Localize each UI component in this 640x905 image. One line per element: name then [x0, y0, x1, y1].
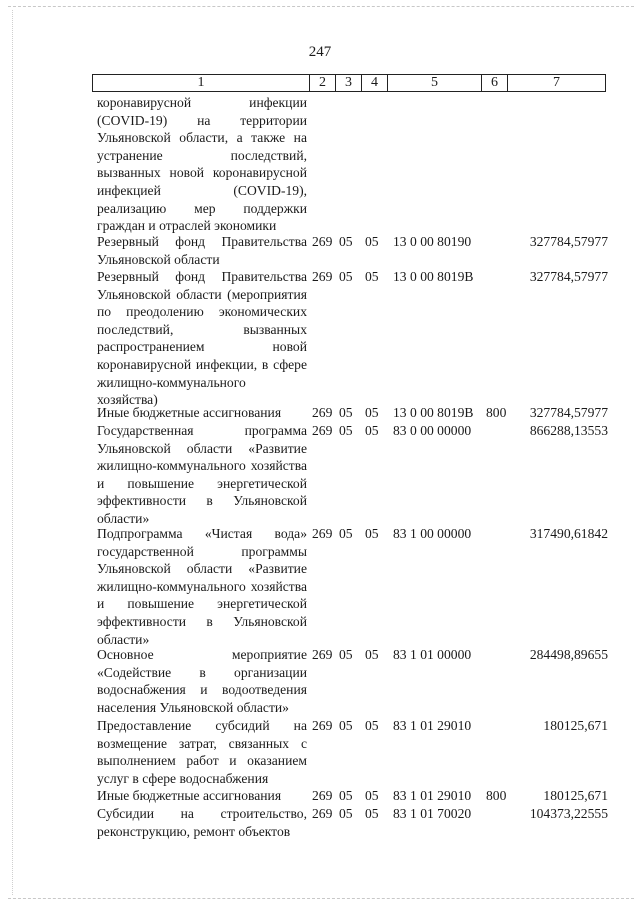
row-admin-code: 269: [312, 526, 333, 541]
row-section: 05: [339, 526, 353, 541]
header-col-5: 5: [387, 75, 481, 91]
header-col-4: 4: [361, 75, 387, 91]
scan-border-bottom: [8, 898, 634, 899]
row-target-article: 13 0 00 8019В: [393, 269, 474, 284]
table-header: [92, 74, 606, 92]
scan-border-left: [12, 10, 13, 895]
row-amount: 866288,13553: [529, 423, 608, 438]
row-section: 05: [339, 234, 353, 249]
row-section: 05: [339, 405, 353, 420]
row-description: Государственная программа Ульяновской области «Развитие жилищно-коммунального хозяйства и повышение энергетической эффективности в Ульяновской области»: [97, 423, 307, 526]
header-col-1: 1: [197, 75, 205, 90]
row-section: 05: [339, 806, 353, 821]
row-expense-type: 800: [486, 405, 507, 420]
row-description: Иные бюджетные ассигнования: [97, 788, 282, 803]
row-section: 05: [339, 269, 353, 284]
row-admin-code: 269: [312, 806, 333, 821]
row-section: 05: [339, 647, 353, 662]
row-amount: 104373,22555: [529, 806, 608, 821]
row-target-article: 83 1 01 00000: [393, 647, 472, 662]
row-subsection: 05: [365, 269, 379, 284]
row-description: коронавирусной инфекции (COVID-19) на территории Ульяновской области, а также на устранение последствий, вызванных новой коронавирусной инфекцией (COVID-19), реализацию мер поддержки граждан и отраслей экономики: [97, 95, 307, 234]
row-subsection: 05: [365, 234, 379, 249]
row-subsection: 05: [365, 526, 379, 541]
row-admin-code: 269: [312, 718, 333, 733]
row-subsection: 05: [365, 788, 379, 803]
row-target-article: 83 1 00 00000: [393, 526, 472, 541]
row-description: Предоставление субсидий на возмещение затрат, связанных с выполнением работ и оказанием услуг в сфере водоснабжения: [97, 718, 307, 786]
page-number: 247: [308, 44, 332, 60]
row-target-article: 83 1 01 29010: [393, 788, 472, 803]
row-admin-code: 269: [312, 234, 333, 249]
row-description: Иные бюджетные ассигнования: [97, 405, 282, 420]
row-subsection: 05: [365, 647, 379, 662]
scan-border-top: [8, 6, 634, 7]
row-admin-code: 269: [312, 647, 333, 662]
header-col-3: 3: [335, 75, 361, 91]
row-admin-code: 269: [312, 423, 333, 438]
header-col-6: 6: [481, 75, 507, 91]
row-target-article: 83 0 00 00000: [393, 423, 472, 438]
row-subsection: 05: [365, 423, 379, 438]
row-amount: 317490,61842: [529, 526, 608, 541]
row-amount: 327784,57977: [529, 234, 608, 249]
row-section: 05: [339, 423, 353, 438]
row-description: Резервный фонд Правительства Ульяновской области (мероприятия по преодолению экономических последствий, вызванных распространением новой коронавирусной инфекции, в сфере жилищно-коммунального хозяйства): [97, 269, 307, 408]
row-description: Резервный фонд Правительства Ульяновской области: [97, 234, 307, 267]
row-subsection: 05: [365, 718, 379, 733]
row-admin-code: 269: [312, 269, 333, 284]
row-subsection: 05: [365, 405, 379, 420]
row-description: Субсидии на строительство, реконструкцию, ремонт объектов: [97, 806, 307, 839]
row-target-article: 13 0 00 8019В: [393, 405, 474, 420]
row-amount: 180125,671: [543, 718, 608, 733]
row-amount: 284498,89655: [529, 647, 608, 662]
row-admin-code: 269: [312, 788, 333, 803]
row-section: 05: [339, 718, 353, 733]
header-col-7: 7: [507, 75, 605, 91]
row-target-article: 83 1 01 29010: [393, 718, 472, 733]
row-target-article: 83 1 01 70020: [393, 806, 472, 821]
row-description: Подпрограмма «Чистая вода» государственной программы Ульяновской области «Развитие жилищно-коммунального хозяйства и повышение энергетической эффективности в Ульяновской области»: [97, 526, 307, 647]
row-section: 05: [339, 788, 353, 803]
row-subsection: 05: [365, 806, 379, 821]
header-col-2: 2: [309, 75, 335, 91]
row-admin-code: 269: [312, 405, 333, 420]
row-description: Основное мероприятие «Содействие в организации водоснабжения и водоотведения населения Ульяновской области»: [97, 647, 307, 715]
row-expense-type: 800: [486, 788, 507, 803]
row-amount: 327784,57977: [529, 405, 608, 420]
row-amount: 180125,671: [543, 788, 608, 803]
row-target-article: 13 0 00 80190: [393, 234, 472, 249]
row-amount: 327784,57977: [529, 269, 608, 284]
